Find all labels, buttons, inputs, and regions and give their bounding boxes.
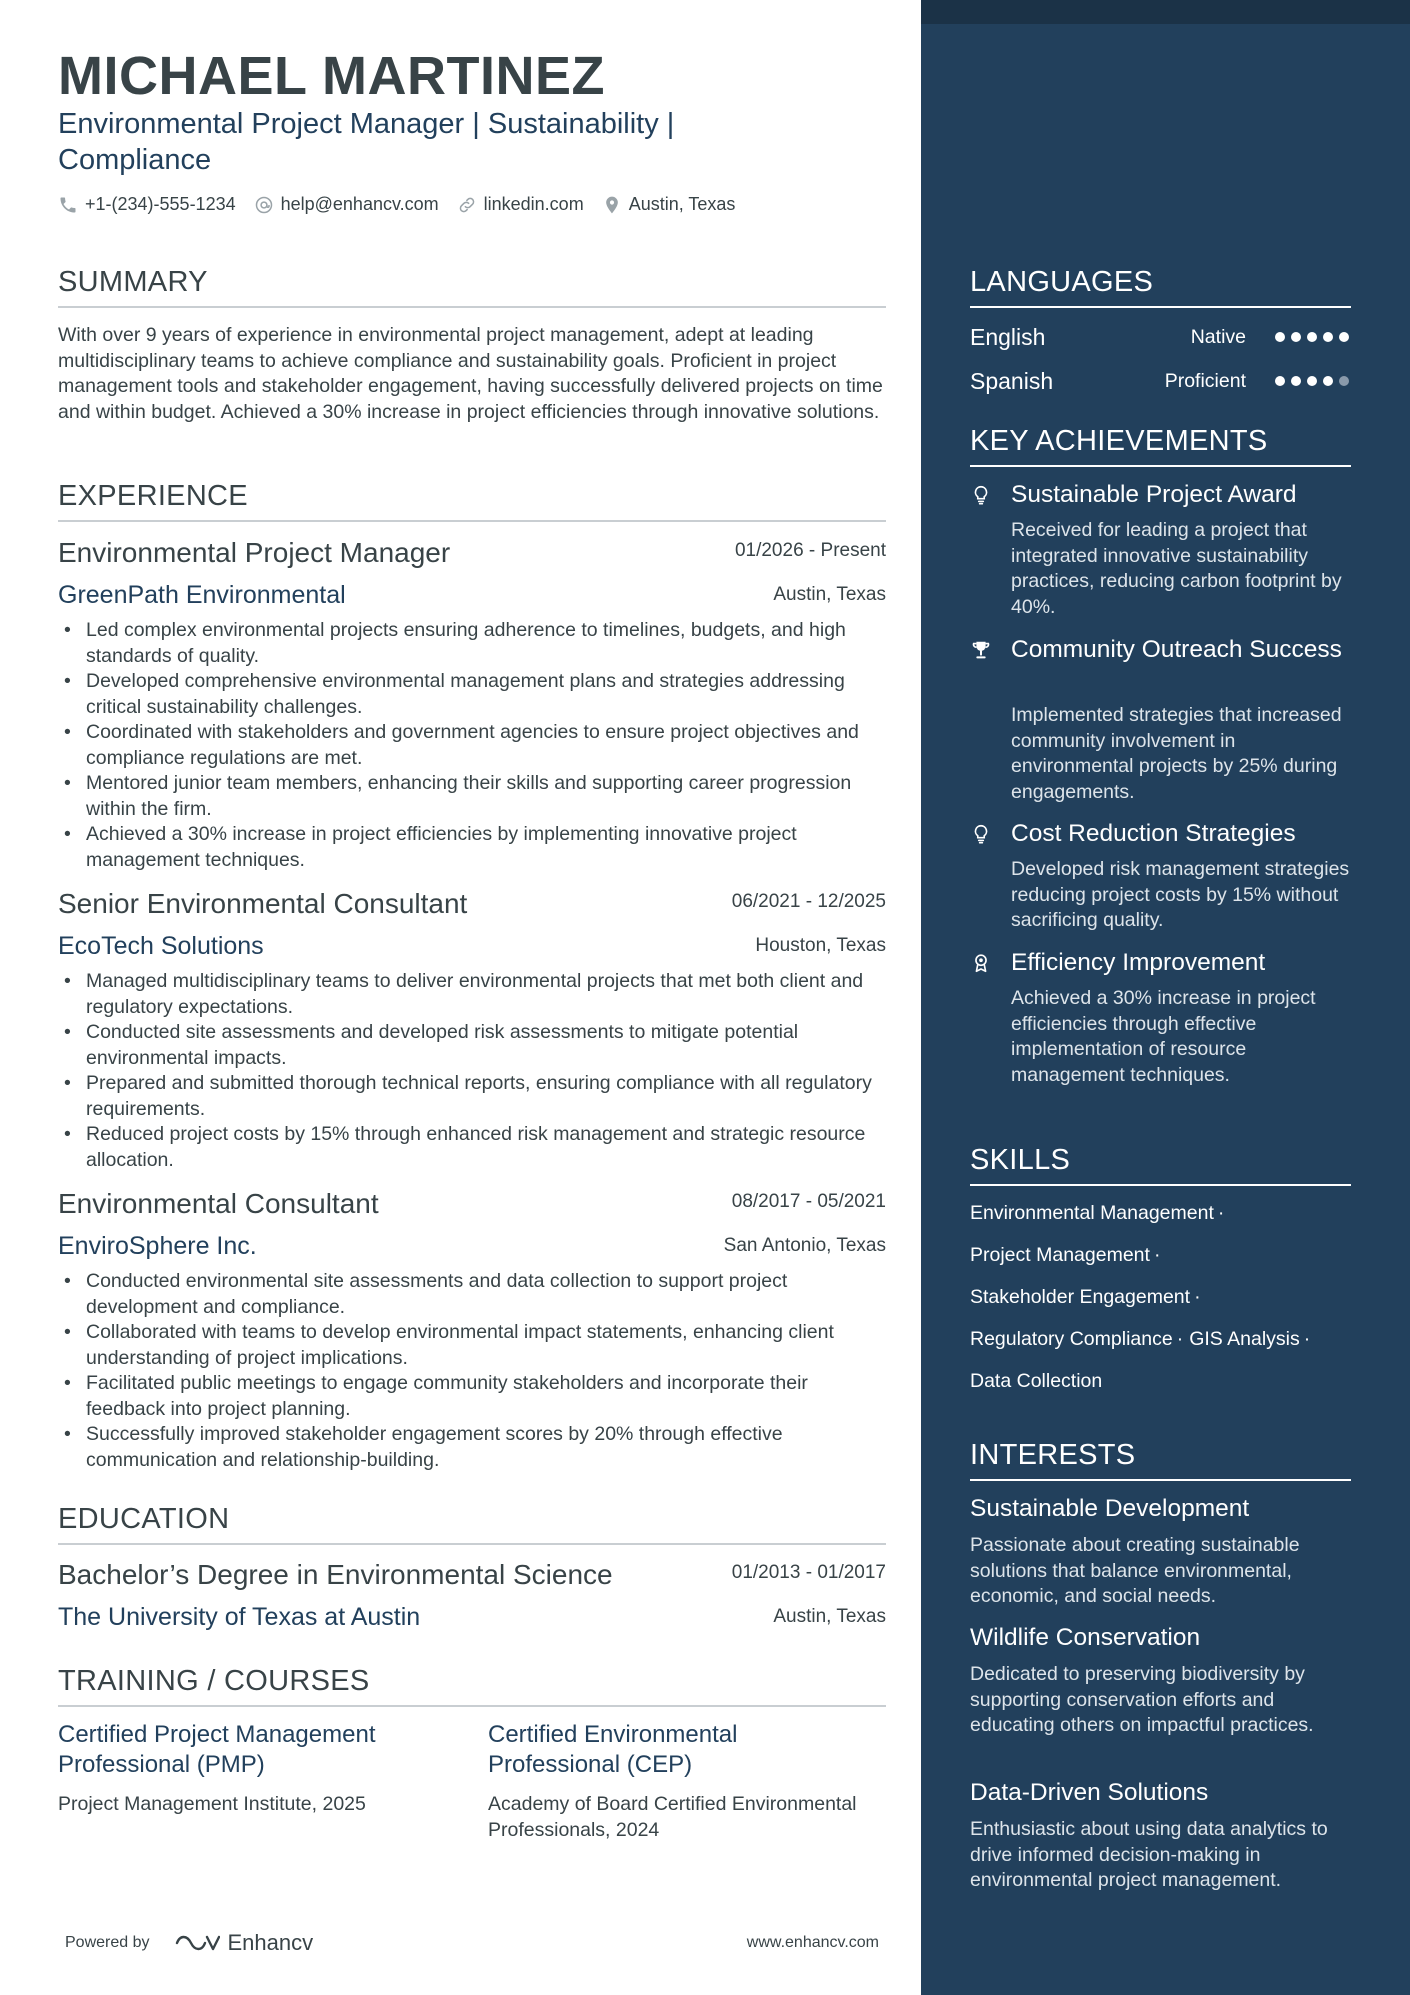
rating-dot-filled xyxy=(1275,332,1285,342)
footer-url[interactable]: www.enhancv.com xyxy=(746,1934,879,1951)
job-title: Senior Environmental Consultant xyxy=(58,888,468,919)
education-heading: EDUCATION xyxy=(58,1501,886,1545)
job-bullet: • Collaborated with teams to develop environmental impact statements, enhancing client understanding of project implications. xyxy=(58,1320,888,1371)
rating-dot-filled xyxy=(1307,376,1317,386)
language-name: Spanish xyxy=(970,368,1054,394)
job-bullet: • Conducted environmental site assessments and data collection to support project development and compliance. xyxy=(58,1269,888,1320)
course-title: Certified Environmental Professional (CEP) xyxy=(488,1721,738,1778)
education-degree: Bachelor’s Degree in Environmental Science xyxy=(58,1559,613,1590)
job-location: San Antonio, Texas xyxy=(723,1235,886,1256)
job-dates: 06/2021 - 12/2025 xyxy=(731,891,886,912)
contact-email[interactable] xyxy=(254,194,439,215)
job-company[interactable]: EnviroSphere Inc. xyxy=(58,1232,257,1260)
at-icon xyxy=(254,195,274,215)
award-icon xyxy=(970,952,992,974)
education-school[interactable]: The University of Texas at Austin xyxy=(58,1603,421,1631)
job-location: Austin, Texas xyxy=(773,584,886,605)
rating-dot-filled xyxy=(1323,376,1333,386)
achievement-title: Efficiency Improvement xyxy=(1011,949,1266,976)
job-bullet: • Coordinated with stakeholders and government agencies to ensure project objectives and compliance regulations are met. xyxy=(58,720,888,771)
lightbulb-icon xyxy=(970,823,992,845)
summary-text: With over 9 years of experience in environmental project management, adept at leading multidisciplinary teams to achieve compliance and sustainability goals. Proficient in project management tools and stakeholder engagement, having successfully delivered projects on time and within budget. Achieved a 30% increase in project efficiencies through innovative solutions. xyxy=(58,324,883,423)
experience-heading: EXPERIENCE xyxy=(58,478,886,522)
languages-heading: LANGUAGES xyxy=(970,264,1351,308)
skill-item: Data Collection xyxy=(970,1370,1103,1392)
contact-location-text: Austin, Texas xyxy=(628,194,736,214)
job-bullet: • Achieved a 30% increase in project efficiencies by implementing innovative project management techniques. xyxy=(58,822,888,873)
link-icon xyxy=(457,195,477,215)
language-rating xyxy=(1275,332,1349,342)
skills-list: Environmental Management · Project Management · Stakeholder Engagement · Regulatory Compliance · GIS Analysis · Data Collection xyxy=(970,1196,1351,1406)
achievement-desc: Developed risk management strategies reducing project costs by 15% without sacrificing quality. xyxy=(1011,858,1350,931)
interest-title: Wildlife Conservation xyxy=(970,1624,1201,1651)
contact-email-text: help@enhancv.com xyxy=(280,194,439,214)
rating-dot-empty xyxy=(1339,376,1349,386)
language-row xyxy=(970,366,1351,396)
rating-dot-filled xyxy=(1323,332,1333,342)
job-company[interactable]: GreenPath Environmental xyxy=(58,581,346,609)
candidate-name: MICHAEL MARTINEZ xyxy=(58,46,605,106)
rating-dot-filled xyxy=(1291,376,1301,386)
rating-dot-filled xyxy=(1275,376,1285,386)
job-bullet: • Conducted site assessments and developed risk assessments to mitigate potential environmental impacts. xyxy=(58,1020,888,1071)
enhancv-logo-text: Enhancv xyxy=(227,1930,314,1955)
language-level: Proficient xyxy=(1164,370,1246,392)
job-dates: 08/2017 - 05/2021 xyxy=(731,1191,886,1212)
candidate-headline: Environmental Project Manager | Sustainability | Compliance xyxy=(58,108,675,176)
skill-item: Environmental Management xyxy=(970,1202,1214,1224)
job-bullets xyxy=(58,969,888,1173)
skill-item: Stakeholder Engagement xyxy=(970,1286,1191,1308)
job-bullets xyxy=(58,1269,888,1473)
job-bullet: • Mentored junior team members, enhancing their skills and supporting career progression within the firm. xyxy=(58,771,888,822)
contact-linkedin[interactable] xyxy=(457,194,584,215)
phone-icon xyxy=(58,195,78,215)
interest-title: Sustainable Development xyxy=(970,1495,1250,1522)
achievement-desc: Received for leading a project that integrated innovative sustainability practices, reducing carbon footprint by 40%. xyxy=(1011,519,1342,618)
job-bullets xyxy=(58,618,888,873)
job-location: Houston, Texas xyxy=(755,935,886,956)
achievement-desc: Implemented strategies that increased community involvement in environmental projects by 25% during engagements. xyxy=(1011,704,1342,803)
interest-desc: Dedicated to preserving biodiversity by supporting conservation efforts and educating others on impactful practices. xyxy=(970,1663,1314,1736)
course-org: Academy of Board Certified Environmental Professionals, 2024 xyxy=(488,1793,857,1841)
skill-item: Project Management xyxy=(970,1244,1150,1266)
job-bullet: • Reduced project costs by 15% through enhanced risk management and strategic resource allocation. xyxy=(58,1122,888,1173)
enhancv-logo[interactable] xyxy=(174,1930,314,1956)
enhancv-logo-icon xyxy=(174,1931,220,1955)
skill-item: Regulatory Compliance xyxy=(970,1328,1173,1350)
rating-dot-filled xyxy=(1339,332,1349,342)
course-title: Certified Project Management Professional (PMP) xyxy=(58,1721,376,1778)
language-row xyxy=(970,322,1351,352)
training-heading: TRAINING / COURSES xyxy=(58,1663,886,1707)
interests-heading: INTERESTS xyxy=(970,1437,1351,1481)
interest-desc: Enthusiastic about using data analytics to drive informed decision-making in environmental project management. xyxy=(970,1818,1328,1891)
footer-powered xyxy=(65,1930,313,1956)
interest-desc: Passionate about creating sustainable solutions that balance environmental, economic, and social needs. xyxy=(970,1534,1300,1607)
job-bullet: • Developed comprehensive environmental management plans and strategies addressing critical sustainability challenges. xyxy=(58,669,888,720)
language-name: English xyxy=(970,324,1046,350)
location-icon xyxy=(602,195,622,215)
contact-phone-text: +1-(234)-555-1234 xyxy=(85,194,236,214)
rating-dot-filled xyxy=(1291,332,1301,342)
achievement-title: Cost Reduction Strategies xyxy=(1011,820,1296,847)
contact-bar xyxy=(58,194,735,215)
job-bullet: • Successfully improved stakeholder engagement scores by 20% through effective communication and relationship-building. xyxy=(58,1422,888,1473)
job-bullet: • Managed multidisciplinary teams to deliver environmental projects that met both client and regulatory expectations. xyxy=(58,969,888,1020)
education-dates: 01/2013 - 01/2017 xyxy=(731,1562,886,1583)
course-org: Project Management Institute, 2025 xyxy=(58,1793,366,1815)
job-company[interactable]: EcoTech Solutions xyxy=(58,932,264,960)
contact-location xyxy=(602,194,736,215)
rating-dot-filled xyxy=(1307,332,1317,342)
skill-item: GIS Analysis xyxy=(1189,1328,1300,1350)
achievements-heading: KEY ACHIEVEMENTS xyxy=(970,423,1351,467)
sidebar-top-bar xyxy=(921,0,1410,24)
contact-linkedin-text: linkedin.com xyxy=(483,194,584,214)
trophy-icon xyxy=(970,639,992,661)
contact-phone[interactable] xyxy=(58,194,236,215)
summary-heading: SUMMARY xyxy=(58,264,886,308)
footer-powered-label: Powered by xyxy=(65,1934,150,1951)
achievement-desc: Achieved a 30% increase in project efficiencies through effective implementation of resource management techniques. xyxy=(1011,987,1316,1086)
achievement-title: Community Outreach Success xyxy=(1011,636,1342,663)
language-rating xyxy=(1275,376,1349,386)
job-bullet: • Facilitated public meetings to engage community stakeholders and incorporate their feedback into project planning. xyxy=(58,1371,888,1422)
skills-heading: SKILLS xyxy=(970,1142,1351,1186)
language-level: Native xyxy=(1190,326,1246,348)
job-dates: 01/2026 - Present xyxy=(734,540,886,561)
job-bullet: • Led complex environmental projects ensuring adherence to timelines, budgets, and high standards of quality. xyxy=(58,618,888,669)
achievement-title: Sustainable Project Award xyxy=(1011,481,1297,508)
job-title: Environmental Consultant xyxy=(58,1188,379,1219)
education-location: Austin, Texas xyxy=(773,1606,886,1627)
lightbulb-icon xyxy=(970,484,992,506)
job-bullet: • Prepared and submitted thorough technical reports, ensuring compliance with all regulatory requirements. xyxy=(58,1071,888,1122)
interest-title: Data-Driven Solutions xyxy=(970,1779,1209,1806)
job-title: Environmental Project Manager xyxy=(58,537,451,568)
